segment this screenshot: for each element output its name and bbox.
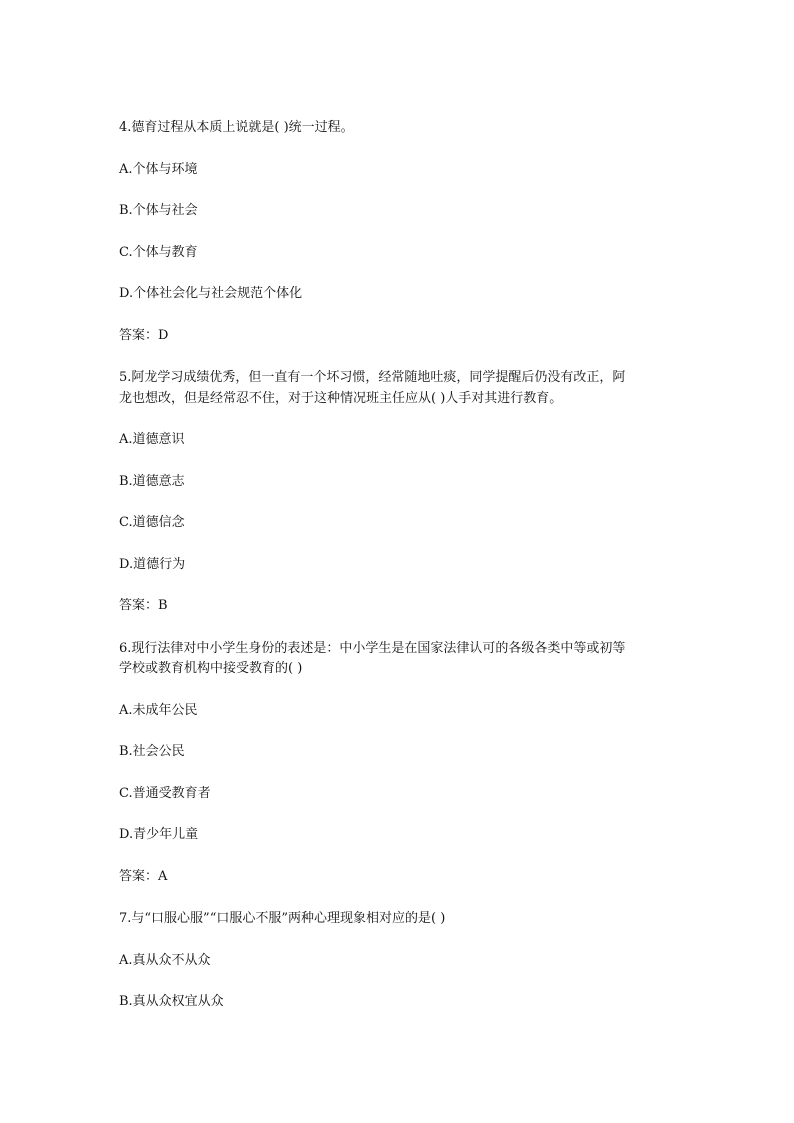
- question-7-option-b: B.真从众权宜从众: [119, 994, 224, 1009]
- question-6-option-a: A.未成年公民: [119, 703, 198, 718]
- question-6-stem-line-2: 学校或教育机构中接受教育的( ): [119, 661, 303, 676]
- question-4-stem: 4.德育过程从本质上说就是( )统一过程。: [119, 120, 354, 135]
- question-4-answer: 答案：D: [119, 328, 169, 343]
- question-4-option-a: A.个体与环境: [119, 162, 198, 177]
- question-5-stem-line-1: 5.阿龙学习成绩优秀，但一直有一个坏习惯，经常随地吐痰，同学提醒后仍没有改正，阿: [119, 370, 626, 385]
- question-4-option-d: D.个体社会化与社会规范个体化: [119, 286, 303, 301]
- question-6-stem-line-1: 6.现行法律对中小学生身份的表述是：中小学生是在国家法律认可的各级各类中等或初等: [119, 641, 626, 656]
- question-5-option-b: B.道德意志: [119, 474, 185, 489]
- question-6-option-b: B.社会公民: [119, 744, 185, 759]
- question-6-option-d: D.青少年儿童: [119, 827, 199, 842]
- question-4-option-c: C.个体与教育: [119, 245, 198, 260]
- question-6-answer: 答案：A: [119, 869, 168, 884]
- question-4-option-b: B.个体与社会: [119, 203, 198, 218]
- question-6-option-c: C.普通受教育者: [119, 786, 211, 801]
- question-7-stem: 7.与“口服心服”“口服心不服”两种心理现象相对应的是( ): [119, 911, 446, 926]
- question-5-answer: 答案：B: [119, 598, 168, 613]
- question-5-option-a: A.道德意识: [119, 432, 185, 447]
- question-5-stem-line-2: 龙也想改，但是经常忍不住，对于这种情况班主任应从( )人手对其进行教育。: [119, 391, 563, 406]
- question-7-option-a: A.真从众不从众: [119, 953, 211, 968]
- question-5-option-d: D.道德行为: [119, 557, 186, 572]
- question-5-option-c: C.道德信念: [119, 515, 185, 530]
